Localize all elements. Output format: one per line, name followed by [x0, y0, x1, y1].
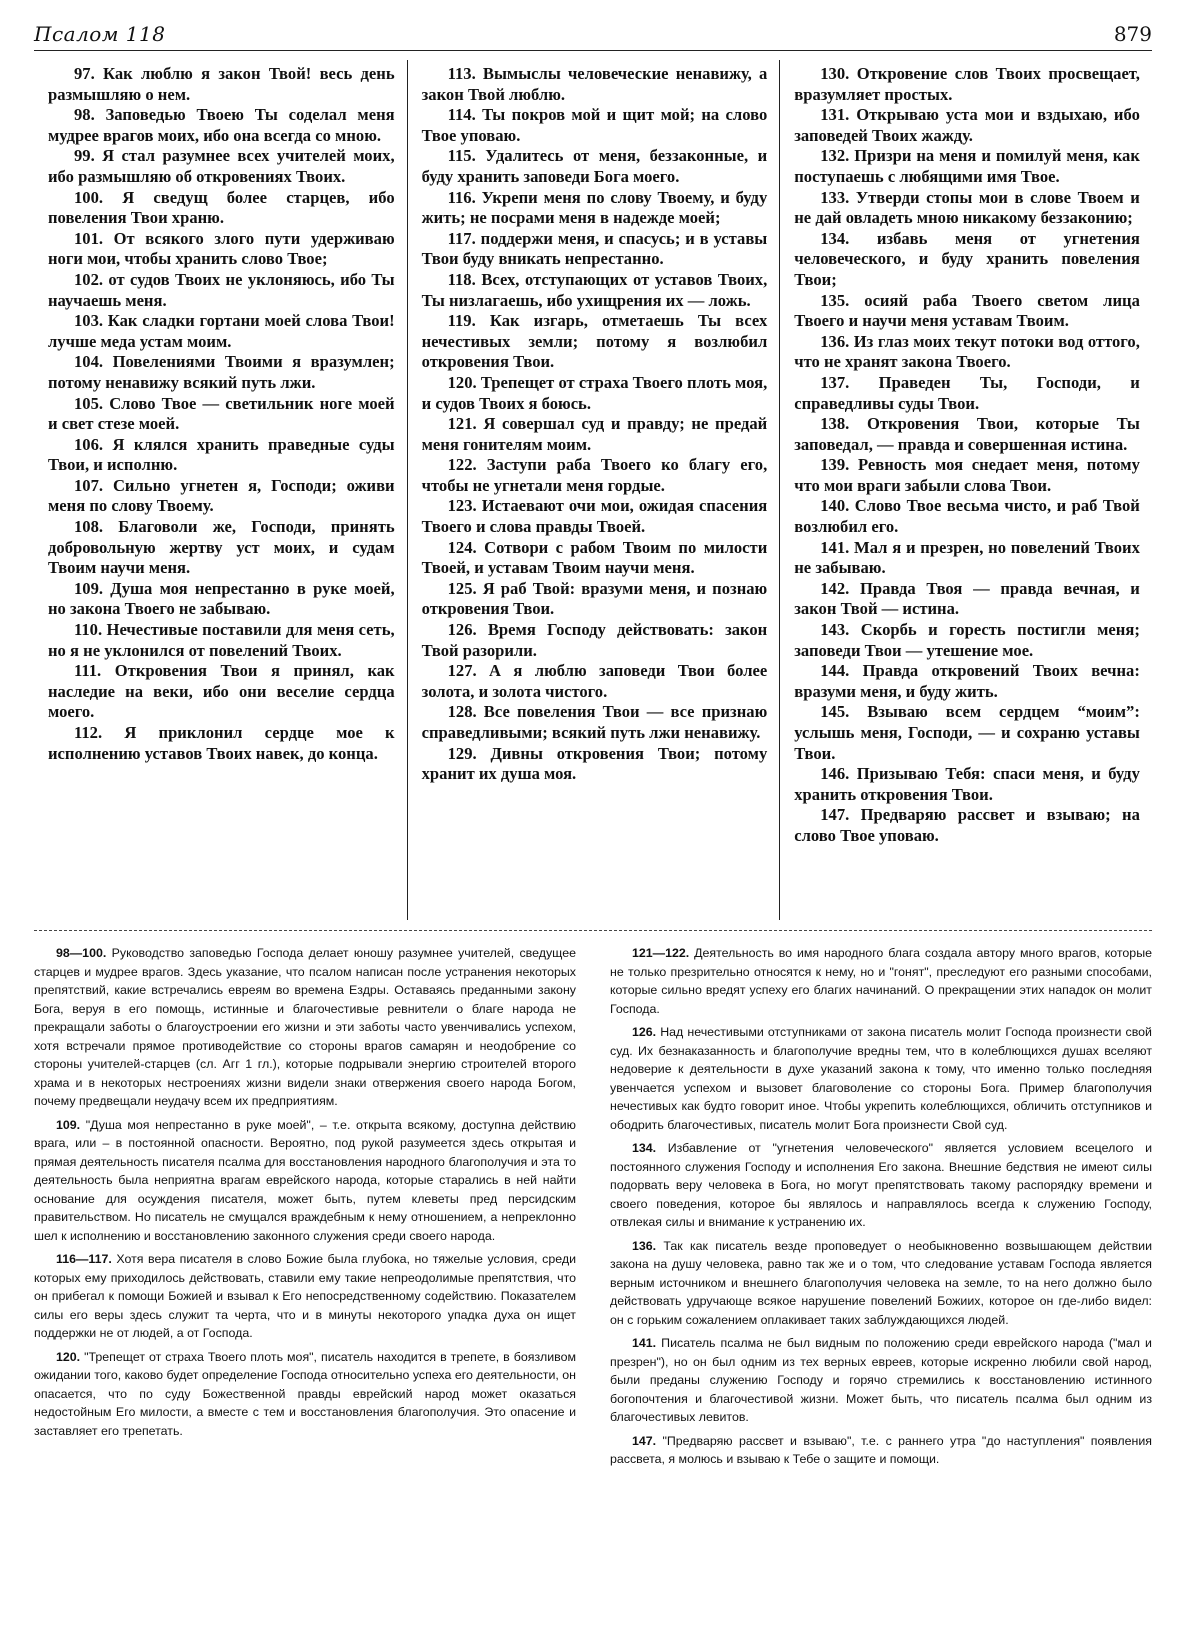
note-text: Так как писатель везде проповедует о необыкновенно возвышающем действии закона на душу человека, равно так же и о том, что следование уставам Господа является верным источником и внешнего благополучия человека на земле, то на него должно было действовать удручающе всякое нарушение повелений Божиих, которое он где-либо видел: он с горьким сожалением оплакивает таких заблуждающихся людей. [610, 1238, 1152, 1327]
verse: 113. Вымыслы человеческие ненавижу, а закон Твой люблю. [421, 64, 768, 104]
commentary-note [34, 1348, 576, 1441]
section-divider [34, 930, 1152, 931]
verse: 105. Слово Твое — светильник ноге моей и свет стезе моей. [48, 393, 395, 434]
commentary-note [610, 1139, 1152, 1232]
note-text: Писатель псалма не был видным по положению среди еврейского народа ("мал и презрен"), но он был одним из тех верных евреев, которые искренно любили свой народ, были преданы служению Господу и горячо стремились к восстановлению истинного богопочтения и благочестивой жизни. Может быть, что писатель псалма был одним из благочестивых левитов. [610, 1336, 1152, 1424]
verse: 137. Праведен Ты, Господи, и справедливы суды Твои. [794, 372, 1140, 413]
note-text: "Предваряю рассвет и взываю", т.е. с раннего утра "до наступления" появления рассвета, я молюсь и взываю к Тебе о защите и помощи. [610, 1433, 1152, 1466]
verse: 103. Как сладки гортани моей слова Твои! лучше меда устам моим. [48, 311, 395, 351]
verse: 134. избавь меня от угнетения человеческого, и буду хранить повеления Твои; [794, 228, 1140, 289]
commentary-note [610, 1432, 1152, 1469]
verse: 107. Сильно угнетен я, Господи; оживи меня по слову Твоему. [48, 475, 395, 516]
verse: 143. Скорбь и горесть постигли меня; заповеди Твои — утешение мое. [794, 620, 1140, 660]
verse: 139. Ревность моя снедает меня, потому что мои враги забыли слова Твои. [794, 455, 1140, 495]
commentary-note [610, 1237, 1152, 1330]
verse: 147. Предваряю рассвет и взываю; на слово Твое уповаю. [794, 805, 1140, 845]
note-reference: 134. [632, 1141, 657, 1155]
verse: 122. Заступи раба Твоего ко благу его, чтобы не угнетали меня гордые. [421, 455, 768, 495]
verse: 97. Как люблю я закон Твой! весь день размышляю о нем. [48, 64, 395, 104]
verse: 115. Удалитесь от меня, беззаконные, и буду хранить заповеди Бога моего. [421, 146, 768, 186]
note-reference: 120. [56, 1349, 81, 1364]
verse: 133. Утверди стопы мои в слове Твоем и не дай овладеть мною никакому беззаконию; [794, 187, 1140, 228]
verse-column-1 [34, 60, 407, 920]
verse: 100. Я сведущ более старцев, ибо повеления Твои храню. [48, 187, 395, 228]
verse: 127. А я люблю заповеди Твои более золота, и золота чистого. [421, 661, 768, 701]
verse: 146. Призываю Тебя: спаси меня, и буду хранить откровения Твои. [794, 764, 1140, 804]
verse: 121. Я совершал суд и правду; не предай меня гонителям моим. [421, 414, 768, 454]
verse: 118. Всех, отступающих от уставов Твоих, Ты низлагаешь, ибо ухищрения их — ложь. [421, 269, 768, 310]
verse: 145. Взываю всем сердцем “моим”: услышь меня, Господи, — и сохраню уставы Твои. [794, 702, 1140, 763]
note-text: Хотя вера писателя в слово Божие была глубока, но тяжелые условия, среди которых ему приходилось действовать, ставили ему такие непреодолимые препятствия, что он прибегал к помощи Божией и взывал к Его непосредственному содействию. Показателем силы его веры здесь служит та черта, что и в минуты некоторого упадка духа он ищет поддержки не от людей, а от Господа. [34, 1252, 576, 1340]
verse: 131. Открываю уста мои и вздыхаю, ибо заповедей Твоих жажду. [794, 105, 1140, 145]
verse: 124. Сотвори с рабом Твоим по милости Твоей, и уставам Твоим научи меня. [421, 537, 768, 578]
note-reference: 126. [632, 1025, 657, 1039]
verse: 138. Откровения Твои, которые Ты заповедал, — правда и совершенная истина. [794, 414, 1140, 454]
verse: 129. Дивны откровения Твои; потому хранит их душа моя. [421, 743, 768, 784]
verse-column-3 [779, 60, 1152, 920]
verse: 135. осияй раба Твоего светом лица Твоего и научи меня уставам Твоим. [794, 290, 1140, 331]
verse: 142. Правда Твоя — правда вечная, и закон Твой — истина. [794, 578, 1140, 619]
verse: 99. Я стал разумнее всех учителей моих, ибо размышляю об откровениях Твоих. [48, 146, 395, 186]
verse: 128. Все повеления Твои — все признаю справедливыми; всякий путь лжи ненавижу. [421, 702, 768, 742]
commentary-note [610, 1334, 1152, 1427]
verse: 120. Трепещет от страха Твоего плоть моя, и судов Твоих я боюсь. [421, 372, 768, 413]
note-text: Деятельность во имя народного блага создала автору много врагов, которые не только презрительно относятся к нему, но и "гонят", преследуют его разными способами, которые сильно вредят успеху его благих начинаний. О прекращении этих нападок он молит Господа. [610, 946, 1152, 1016]
note-text: "Трепещет от страха Твоего плоть моя", писатель находится в трепете, в боязливом ожидании того, каково будет определение Господа относительно успеха его деятельности, он опасается, что по суду Божественной правды еврейский народ может оказаться недостойным Его милости, а вместе с тем и восстановления благополучия. Это опасение и заставляет его трепетать. [34, 1349, 576, 1438]
commentary-column-1 [34, 944, 576, 1624]
verse: 102. от судов Твоих не уклоняюсь, ибо Ты научаешь меня. [48, 269, 395, 310]
commentary-column-2 [610, 944, 1152, 1624]
verse: 108. Благоволи же, Господи, принять добровольную жертву уст моих, и судам Твоим научи меня. [48, 517, 395, 578]
commentary-note [610, 1023, 1152, 1134]
note-reference: 121—122. [632, 946, 690, 960]
page-header [34, 16, 1152, 51]
commentary-note [34, 1250, 576, 1343]
verse: 114. Ты покров мой и щит мой; на слово Твое уповаю. [421, 105, 768, 145]
note-text: "Душа моя непрестанно в руке моей", – т.е. открыта всякому, доступна действию врага, или – в постоянной опасности. Вероятно, под рукой разумеется здесь открытая и прямая деятельность писателя псалма для восстановления народного благополучия и эта то деятельность была неприятна врагам еврейского народа, которые старались в ней найти основание для осуждения писателя, может быть, путем клеветы пред персидским правительством. Но писатель не смущался враждебным к нему отношением, а непреклонно шел к исполнению и восстановлению законного служения среди своего народа. [34, 1117, 576, 1243]
commentary-note [34, 944, 576, 1111]
verse: 132. Призри на меня и помилуй меня, как поступаешь с любящими имя Твое. [794, 146, 1140, 186]
verse: 140. Слово Твое весьма чисто, и раб Твой возлюбил его. [794, 496, 1140, 537]
note-reference: 141. [632, 1336, 657, 1350]
verse: 119. Как изгарь, отметаешь Ты всех нечестивых земли; потому я возлюбил откровения Твои. [421, 311, 768, 372]
verse: 136. Из глаз моих текут потоки вод оттого, что не хранят закона Твоего. [794, 331, 1140, 372]
note-reference: 98—100. [56, 946, 107, 960]
page-number: 879 [1113, 22, 1152, 46]
running-title: Псалом 118 [34, 22, 166, 46]
verse: 98. Заповедью Твоею Ты соделал меня мудрее врагов моих, ибо она всегда со мною. [48, 105, 395, 145]
verse: 112. Я приклонил сердце мое к исполнению уставов Твоих навек, до конца. [48, 723, 395, 763]
verse: 123. Истаевают очи мои, ожидая спасения Твоего и слова правды Твоей. [421, 496, 768, 537]
note-reference: 147. [632, 1433, 657, 1448]
verse-text [34, 60, 1152, 920]
verse: 106. Я клялся хранить праведные суды Твои, и исполню. [48, 434, 395, 475]
commentary-note [610, 944, 1152, 1018]
verse-column-2 [407, 60, 780, 920]
note-text: Над нечестивыми отступниками от закона писатель молит Господа произнести свой суд. Их безнаказанность и благополучие вредны тем, что в колеблющихся душах вселяют недоверие к деятельности в духе указаний закона к тому, что именно только последняя увенчается успехом и вызовет благоволение со стороны Бога. Пример благополучия нечестивых как будто говорит иное. Чтобы укрепить колеблющихся, обличить отступников и ободрить благочестивых, писатель молит Бога произнести Свой суд. [610, 1025, 1152, 1132]
note-text: Избавление от "угнетения человеческого" является условием всецелого и постоянного служения Господу и исполнения Его закона. Внешние бедствия не имеют силы подорвать веру человека в Бога, но могут препятствовать такому распорядку времени и своего поведения, которое бы являлось и направлялось всегда к служению Господу, отвлекая силы и внимание к устранению их. [610, 1141, 1152, 1229]
note-text: Руководство заповедью Господа делает юношу разумнее учителей, сведущее старцев и мудрее врагов. Здесь указание, что псалом написан после устранения некоторых препятствий, какие встречались евреям во времена Ездры. Оставаясь преданными закону Бога, веруя в его помощь, истинные и благочестивые ревнители о благе народа не прекращали заботы о благоустроении его жизни и эти заботы часто увенчивались успехом, хотя встречали прямое противодействие со стороны врагов самарян и неодобрение со стороны учителей-старцев (сл. Агг 1 гл.), которые подрывали энергию строителей второго храма и в некоторых нестроениях жизни видели знаки отвержения своего народа Богом, почему предвещали неудачу всем их предприятиям. [34, 946, 576, 1108]
commentary-note [34, 1116, 576, 1246]
verse: 101. От всякого злого пути удерживаю ноги мои, чтобы хранить слово Твое; [48, 228, 395, 269]
verse: 126. Время Господу действовать: закон Твой разорили. [421, 620, 768, 660]
commentary [34, 944, 1152, 1624]
note-reference: 136. [632, 1238, 657, 1253]
verse: 109. Душа моя непрестанно в руке моей, но закона Твоего не забываю. [48, 578, 395, 619]
verse: 117. поддержи меня, и спасусь; и в уставы Твои буду вникать непрестанно. [421, 228, 768, 269]
verse: 130. Откровение слов Твоих просвещает, вразумляет простых. [794, 64, 1140, 104]
verse: 144. Правда откровений Твоих вечна: вразуми меня, и буду жить. [794, 661, 1140, 701]
verse: 125. Я раб Твой: вразуми меня, и познаю откровения Твои. [421, 578, 768, 619]
verse: 116. Укрепи меня по слову Твоему, и буду жить; не посрами меня в надежде моей; [421, 187, 768, 228]
verse: 141. Мал я и презрен, но повелений Твоих не забываю. [794, 537, 1140, 578]
verse: 111. Откровения Твои я принял, как наследие на веки, ибо они веселие сердца моего. [48, 661, 395, 722]
note-reference: 109. [56, 1117, 81, 1132]
verse: 110. Нечестивые поставили для меня сеть, но я не уклонился от повелений Твоих. [48, 620, 395, 660]
note-reference: 116—117. [56, 1252, 112, 1266]
verse: 104. Повелениями Твоими я вразумлен; потому ненавижу всякий путь лжи. [48, 352, 395, 392]
